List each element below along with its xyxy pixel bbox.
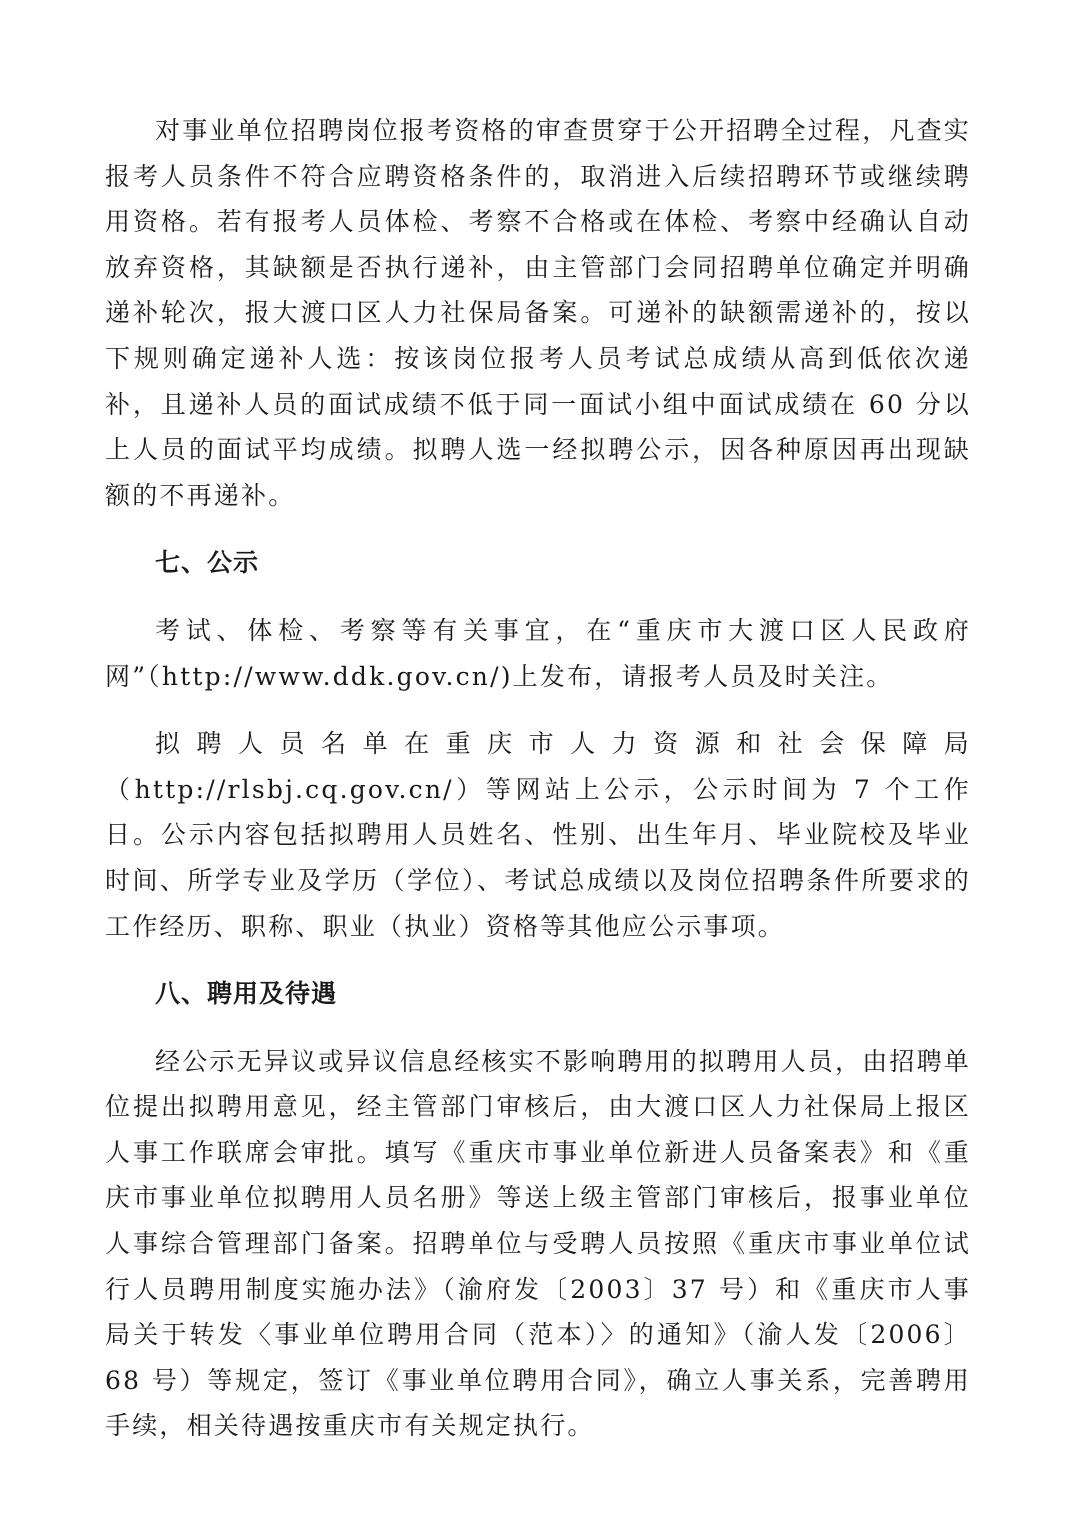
paragraph-publicity-website: 考试、体检、考察等有关事宜，在“重庆市大渡口区人民政府网”（http://www.ddk.gov.cn/)上发布，请报考人员及时关注。 [105, 615, 971, 691]
section-heading-employment: 八、聘用及待遇 [155, 979, 338, 1009]
paragraph-candidate-list: 拟聘人员名单在重庆市人力资源和社会保障局（http://rlsbj.cq.gov.cn/）等网站上公示，公示时间为 7 个工作日。公示内容包括拟聘用人员姓名、性别、出生年月、毕业院校及毕业时间、所学专业及学历（学位）、考试总成绩以及岗位招聘条件所要求的工作经历、职称、职业（执业）资格等其他应公示事项。 [105, 729, 971, 941]
paragraph-employment-procedure: 经公示无异议或异议信息经核实不影响聘用的拟聘用人员，由招聘单位提出拟聘用意见，经主管部门审核后，由大渡口区人力社保局上报区人事工作联席会审批。填写《重庆市事业单位新进人员备案表》和《重庆市事业单位拟聘用人员名册》等送上级主管部门审核后，报事业单位人事综合管理部门备案。招聘单位与受聘人员按照《重庆市事业单位试行人员聘用制度实施办法》（渝府发〔2003〕37 号）和《重庆市人事局关于转发〈事业单位聘用合同（范本）〉的通知》（渝人发〔2006〕68 号）等规定，签订《事业单位聘用合同》，确立人事关系，完善聘用手续，相关待遇按重庆市有关规定执行。 [105, 1046, 972, 1441]
paragraph-qualification-review: 对事业单位招聘岗位报考资格的审查贯穿于公开招聘全过程，凡查实报考人员条件不符合应聘资格条件的，取消进入后续招聘环节或继续聘用资格。若有报考人员体检、考察不合格或在体检、考察中经确认自动放弃资格，其缺额是否执行递补，由主管部门会同招聘单位确定并明确递补轮次，报大渡口区人力社保局备案。可递补的缺额需递补的，按以下规则确定递补人选：按该岗位报考人员考试总成绩从高到低依次递补，且递补人员的面试成绩不低于同一面试小组中面试成绩在 60 分以上人员的面试平均成绩。拟聘人选一经拟聘公示，因各种原因再出现缺额的不再递补。 [105, 116, 972, 510]
section-heading-publicity: 七、公示 [155, 548, 260, 578]
document-page [105, 108, 971, 1449]
